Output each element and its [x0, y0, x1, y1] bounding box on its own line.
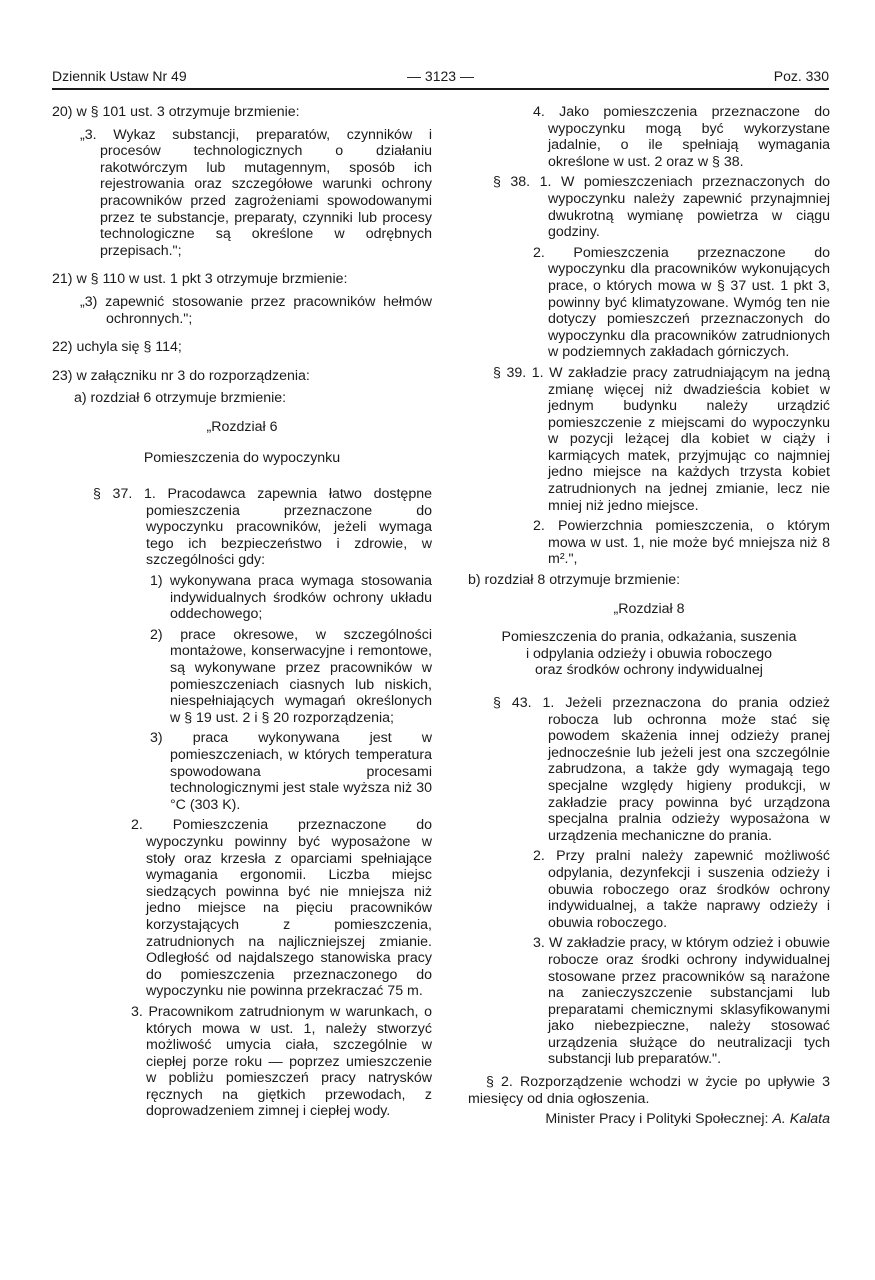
- left-column: [52, 104, 432, 1120]
- final-provision: § 2. Rozporządzenie wchodzi w życie po upływie 3 miesięcy od dnia ogłoszenia.: [468, 1074, 830, 1107]
- section-43-2: 2. Przy pralni należy zapewnić możliwość odpylania, dezynfekcji i suszenia odzieży i obuwia roboczego oraz środków ochrony indywidualnej, a także naprawy odzieży i obuwia roboczego.: [533, 848, 830, 931]
- signature: [468, 1111, 830, 1128]
- chapter-8-name-line-1: Pomieszczenia do prania, odkażania, suszenia: [501, 629, 797, 646]
- section-37-1-point-1: 1) wykonywana praca wymaga stosowania indywidualnych środków ochrony układu oddechowego;: [150, 573, 432, 623]
- amendment-23-a: a) rozdział 6 otrzymuje brzmienie:: [74, 390, 287, 407]
- chapter-6-name: Pomieszczenia do wypoczynku: [143, 449, 341, 466]
- amendment-20: 20) w § 101 ust. 3 otrzymuje brzmienie:: [52, 104, 300, 120]
- section-43-1: § 43. 1. Jeżeli przeznaczona do prania odzież robocza lub ochronna może stać się powodem skażenia innej odzieży pranej jednocześnie lub jeżeli jest ona szczególnie zabrudzona, a także gdy wymagają tego specjalne względy higieny produkcji, w zakładzie pracy powinna być urządzona specjalna pralnia odzieży wyposażona w urządzenia mechaniczne do prania.: [493, 695, 830, 844]
- chapter-6-title: „Rozdział 6: [206, 418, 278, 435]
- section-37-1-point-2: 2) prace okresowe, w szczególności montażowe, konserwacyjne i remontowe, są wykonywane przez pracowników w pomieszczeniach ciasnych lub niskich, niespełniających wymagań określonych w § 19 ust. 2 i § 20 rozporządzenia;: [150, 626, 432, 726]
- section-37-3: 3. Pracownikom zatrudnionym w warunkach, o których mowa w ust. 1, należy stworzyć możliwość umycia ciała, szczególnie w ciepłej porze roku — poprzez umieszczenie w pobliżu pomieszczeń pracy natrysków ręcznych na giętkich przewodach, z doprowadzeniem zimnej i ciepłej wody.: [131, 1003, 432, 1120]
- amendment-22: 22) uchyla się § 114;: [52, 339, 182, 356]
- amendment-21: 21) w § 110 w ust. 1 pkt 3 otrzymuje brzmienie:: [52, 271, 348, 288]
- section-39-1: § 39. 1. W zakładzie pracy zatrudniającym na jedną zmianę więcej niż dwadzieścia kobiet w jednym budynku należy urządzić pomieszczenie z miejscami do wypoczynku w pozycji leżącej dla kobiet w ciąży i karmiących matek, przyjmując co najmniej jedno miejsce na każdych trzysta kobiet zatrudnionych na jednej zmianie, lecz nie mniej niż jedno miejsce.: [493, 364, 830, 514]
- section-37-1-point-3: 3) praca wykonywana jest w pomieszczeniach, w których temperatura spowodowana procesami technologicznymi jest stale wyższa niż 30 °C (303 K).: [150, 730, 432, 813]
- journal-name: Dziennik Ustaw Nr 49: [52, 68, 187, 84]
- amendment-23-b: b) rozdział 8 otrzymuje brzmienie:: [468, 572, 681, 589]
- signature-name: A. Kalata: [772, 1111, 830, 1128]
- page-number: — 3123 —: [407, 68, 474, 84]
- chapter-8-name-line-3: oraz środków ochrony indywidualnej: [535, 662, 763, 679]
- section-37-4: 4. Jako pomieszczenia przeznaczone do wypoczynku mogą być wykorzystane jadalnie, o ile spełniają wymagania określone w ust. 2 oraz w § 38.: [533, 104, 830, 170]
- amendment-20-text: „3. Wykaz substancji, preparatów, czynników i procesów technologicznych o działaniu rakotwórczym lub mutagennym, sposób ich rejestrowania oraz szczegółowe warunki ochrony pracowników przed zagrożeniami spowodowanymi przez te substancje, preparaty, czynniki lub procesy technologiczne są określone w odrębnych przepisach.";: [80, 126, 432, 259]
- chapter-8-name-line-2: i odpylania odzieży i obuwia roboczego: [525, 645, 773, 662]
- position-number: Poz. 330: [773, 68, 829, 84]
- section-38-2: 2. Pomieszczenia przeznaczone do wypoczynku dla pracowników wykonujących prace, o których mowa w § 37 ust. 1 pkt 3, powinny być klimatyzowane. Wymóg ten nie dotyczy pomieszczeń przeznaczonych do wypoczynku dla pracowników zatrudnionych w podziemnych zakładach górniczych.: [533, 244, 830, 361]
- page-header: [52, 68, 829, 88]
- header-rule: [52, 88, 829, 90]
- right-column: [468, 104, 830, 1128]
- section-38-1: § 38. 1. W pomieszczeniach przeznaczonych do wypoczynku należy zapewnić przynajmniej dwukrotną wymianę powietrza w ciągu godziny.: [493, 174, 830, 241]
- section-37-1: § 37. 1. Pracodawca zapewnia łatwo dostępne pomieszczenia przeznaczone do wypoczynku pracowników, jeżeli wymaga tego ich bezpieczeństwo i zdrowie, w szczególności gdy:: [93, 486, 432, 569]
- chapter-8-name: [468, 629, 830, 679]
- amendment-21-text: „3) zapewnić stosowanie przez pracowników hełmów ochronnych.";: [80, 293, 432, 327]
- amendment-23: 23) w załączniku nr 3 do rozporządzenia:: [52, 367, 310, 384]
- section-37-2: 2. Pomieszczenia przeznaczone do wypoczynku powinny być wyposażone w stoły oraz krzesła z oparciami spełniające wymagania ergonomii. Liczba miejsc siedzących powinna być nie mniejsza niż jedno miejsce na pięciu pracowników korzystających z pomieszczenia, zatrudnionych na najliczniejszej zmianie. Odległość od najdalszego stanowiska pracy do pomieszczenia przeznaczonego do wypoczynku nie powinna przekraczać 75 m.: [131, 817, 432, 1000]
- signature-label: Minister Pracy i Polityki Społecznej:: [545, 1111, 773, 1128]
- chapter-8-title: „Rozdział 8: [613, 600, 685, 617]
- section-39-2: 2. Powierzchnia pomieszczenia, o którym mowa w ust. 1, nie może być mniejsza niż 8 m².",: [533, 518, 830, 568]
- section-43-3: 3. W zakładzie pracy, w którym odzież i obuwie robocze oraz środki ochrony indywidualnej stosowane przez pracowników są narażone na zanieczyszczenie substancjami lub preparatami chemicznymi sklasyfikowanymi jako niebezpieczne, należy stosować urządzenia służące do neutralizacji tych substancji lub preparatów.".: [533, 935, 830, 1068]
